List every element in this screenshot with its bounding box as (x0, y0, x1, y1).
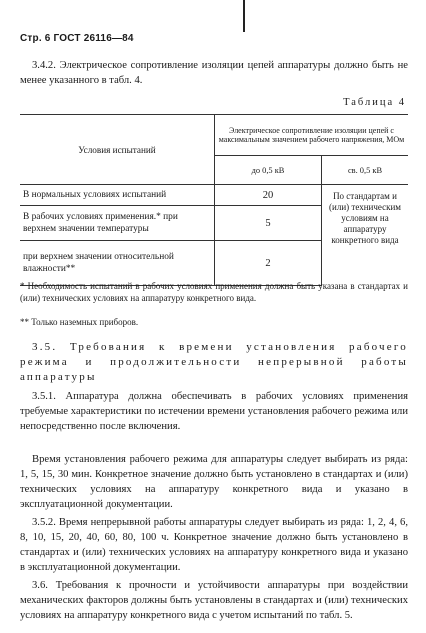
paragraph-text: 3.5.2. Время непрерывной работы аппаратуры следует выбирать из ряда: 1, 2, 4, 6, 8, 10, 15, 20, 40, 60, 80, 100 ч. Конкретное значение должно быть установлено в стандартах и (или) технических условиях на аппаратуру конкретного вида и указано в эксплуатационной документации. (20, 517, 408, 573)
paragraph-text: Время установления рабочего режима для аппаратуры следует выбирать из ряда: 1, 5, 15, 30 мин. Конкретное значение должно быть установлено в стандартах и (или) технических условиях на аппаратуру конкретного вида и указано в эксплуатационной документации. (20, 454, 408, 510)
standard-note: По стандартам и (или) техническим условиям на аппаратуру конкретного вида (329, 191, 401, 245)
paragraph-text: 3.4.2. Электрическое сопротивление изоляции цепей аппаратуры должно быть не менее указанного в табл. 4. (20, 60, 408, 86)
paragraph-3-5-2 (20, 515, 408, 575)
row-value: 20 (215, 185, 322, 206)
col-header-resistance: Электрическое сопротивление изоляции цепей с максимальным значением рабочего напряжения, МОм (215, 115, 409, 156)
paragraph-text: 3.6. Требования к прочности и устойчивости аппаратуры при воздействии механических факторов должны быть установлены в стандартах и (или) технических условиях на аппаратуру конкретного вида с учетом испытаний по табл. 5. (20, 580, 408, 621)
footnote-text: * Необходимость испытаний в рабочих условиях применения должна быть указана в стандартах и (или) технических условиях на аппаратуру конкретного вида. (20, 281, 408, 303)
paragraph-3-4-2 (20, 58, 408, 88)
row-condition: при верхнем значении относительной влажности** (20, 241, 215, 286)
row-condition: В нормальных условиях испытаний (20, 185, 215, 206)
paragraph-3-5-1b (20, 452, 408, 512)
heading-text: 3.5. Требования к времени установления рабочего режима и продолжительности непрерывной работы аппаратуры (20, 341, 408, 383)
page-header: Стр. 6 ГОСТ 26116—84 (20, 33, 134, 44)
row-value: 5 (215, 206, 322, 241)
paragraph-text: 3.5.1. Аппаратура должна обеспечивать в рабочих условиях применения требуемые характеристики по истечении времени установления рабочего режима или непосредственно после включения. (20, 391, 408, 432)
col-header-conditions: Условия испытаний (20, 115, 215, 185)
col-header-up-to: до 0,5 кВ (215, 156, 322, 185)
paragraph-3-5-1 (20, 389, 408, 434)
footnote-1 (20, 280, 408, 304)
margin-mark (243, 0, 245, 32)
row-value: 2 (215, 241, 322, 286)
heading-3-5 (20, 340, 408, 385)
footnote-text: ** Только наземных приборов. (20, 317, 139, 327)
row-condition: В рабочих условиях применения.* при верхнем значении температуры (20, 206, 215, 241)
table-4 (20, 114, 408, 286)
table-row (20, 185, 408, 206)
paragraph-3-6 (20, 578, 408, 623)
table-caption: Таблица 4 (343, 97, 406, 108)
footnote-2 (20, 316, 408, 328)
col-header-over: св. 0,5 кВ (322, 156, 409, 185)
